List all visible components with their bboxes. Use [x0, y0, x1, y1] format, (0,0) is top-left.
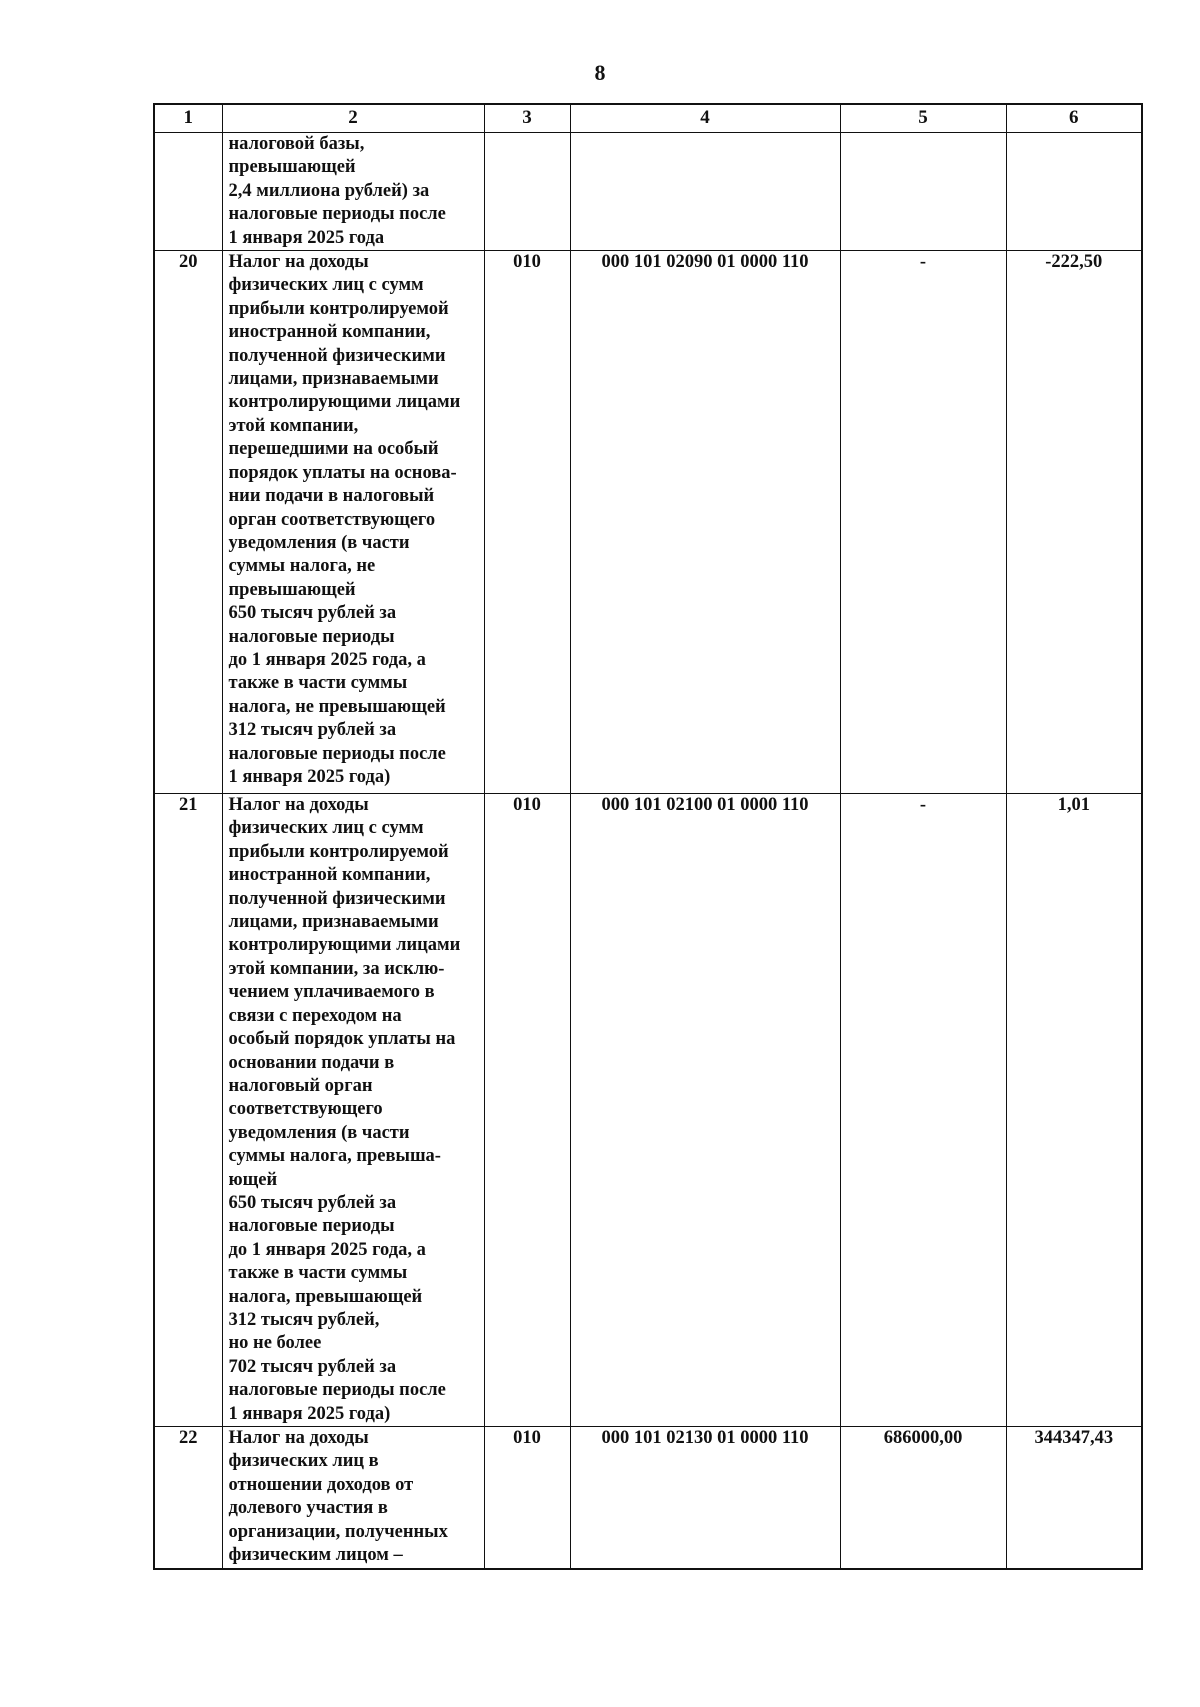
- row-name: Налог на доходы физических лиц с сумм прибыли контролируемой иностранной компании, полученной физическими лицами, признаваемыми контролирующими лицами этой компании, за исклю- чением уплачиваемого в связи с переходом на особый порядок уплаты на основании подачи в налоговый орган соответствующего уведомления (в части суммы налога, превыша- ющей 650 тысяч рублей за налоговые периоды до 1 января 2025 года, а также в части суммы налога, превышающей 312 тысяч рублей, но не более 702 тысяч рублей за налоговые периоды после 1 января 2025 года): [222, 794, 484, 1427]
- header-col-3: 3: [484, 104, 570, 133]
- row-plan: [840, 133, 1006, 251]
- row-kbk: [570, 133, 840, 251]
- row-plan: 686000,00: [840, 1427, 1006, 1569]
- row-fact: [1006, 133, 1142, 251]
- table-row-continuation: [154, 133, 1142, 251]
- table-row: [154, 1427, 1142, 1569]
- table-header-row: [154, 104, 1142, 133]
- row-fact: 344347,43: [1006, 1427, 1142, 1569]
- row-admin-code: 010: [484, 251, 570, 794]
- row-name: Налог на доходы физических лиц с сумм прибыли контролируемой иностранной компании, полученной физическими лицами, признаваемыми контролирующими лицами этой компании, перешедшими на особый порядок уплаты на основа- нии подачи в налоговый орган соответствующего уведомления (в части суммы налога, не превышающей 650 тысяч рублей за налоговые периоды до 1 января 2025 года, а также в части суммы налога, не превышающей 312 тысяч рублей за налоговые периоды после 1 января 2025 года): [222, 251, 484, 794]
- row-name: Налог на доходы физических лиц в отношении доходов от долевого участия в организации, полученных физическим лицом –: [222, 1427, 484, 1569]
- row-kbk: 000 101 02090 01 0000 110: [570, 251, 840, 794]
- table-row: [154, 794, 1142, 1427]
- row-number: 22: [154, 1427, 222, 1569]
- row-fact: 1,01: [1006, 794, 1142, 1427]
- header-col-4: 4: [570, 104, 840, 133]
- row-name: налоговой базы, превышающей 2,4 миллиона рублей) за налоговые периоды после 1 января 2025 года: [222, 133, 484, 251]
- row-kbk: 000 101 02130 01 0000 110: [570, 1427, 840, 1569]
- row-number: 21: [154, 794, 222, 1427]
- page-number: 8: [594, 60, 606, 85]
- header-col-5: 5: [840, 104, 1006, 133]
- row-plan: -: [840, 794, 1006, 1427]
- row-plan: -: [840, 251, 1006, 794]
- row-admin-code: 010: [484, 794, 570, 1427]
- row-fact: -222,50: [1006, 251, 1142, 794]
- row-admin-code: 010: [484, 1427, 570, 1569]
- row-admin-code: [484, 133, 570, 251]
- row-number: [154, 133, 222, 251]
- row-number: 20: [154, 251, 222, 794]
- budget-table: [153, 103, 1143, 1570]
- header-col-2: 2: [222, 104, 484, 133]
- header-col-1: 1: [154, 104, 222, 133]
- header-col-6: 6: [1006, 104, 1142, 133]
- table-row: [154, 251, 1142, 794]
- row-kbk: 000 101 02100 01 0000 110: [570, 794, 840, 1427]
